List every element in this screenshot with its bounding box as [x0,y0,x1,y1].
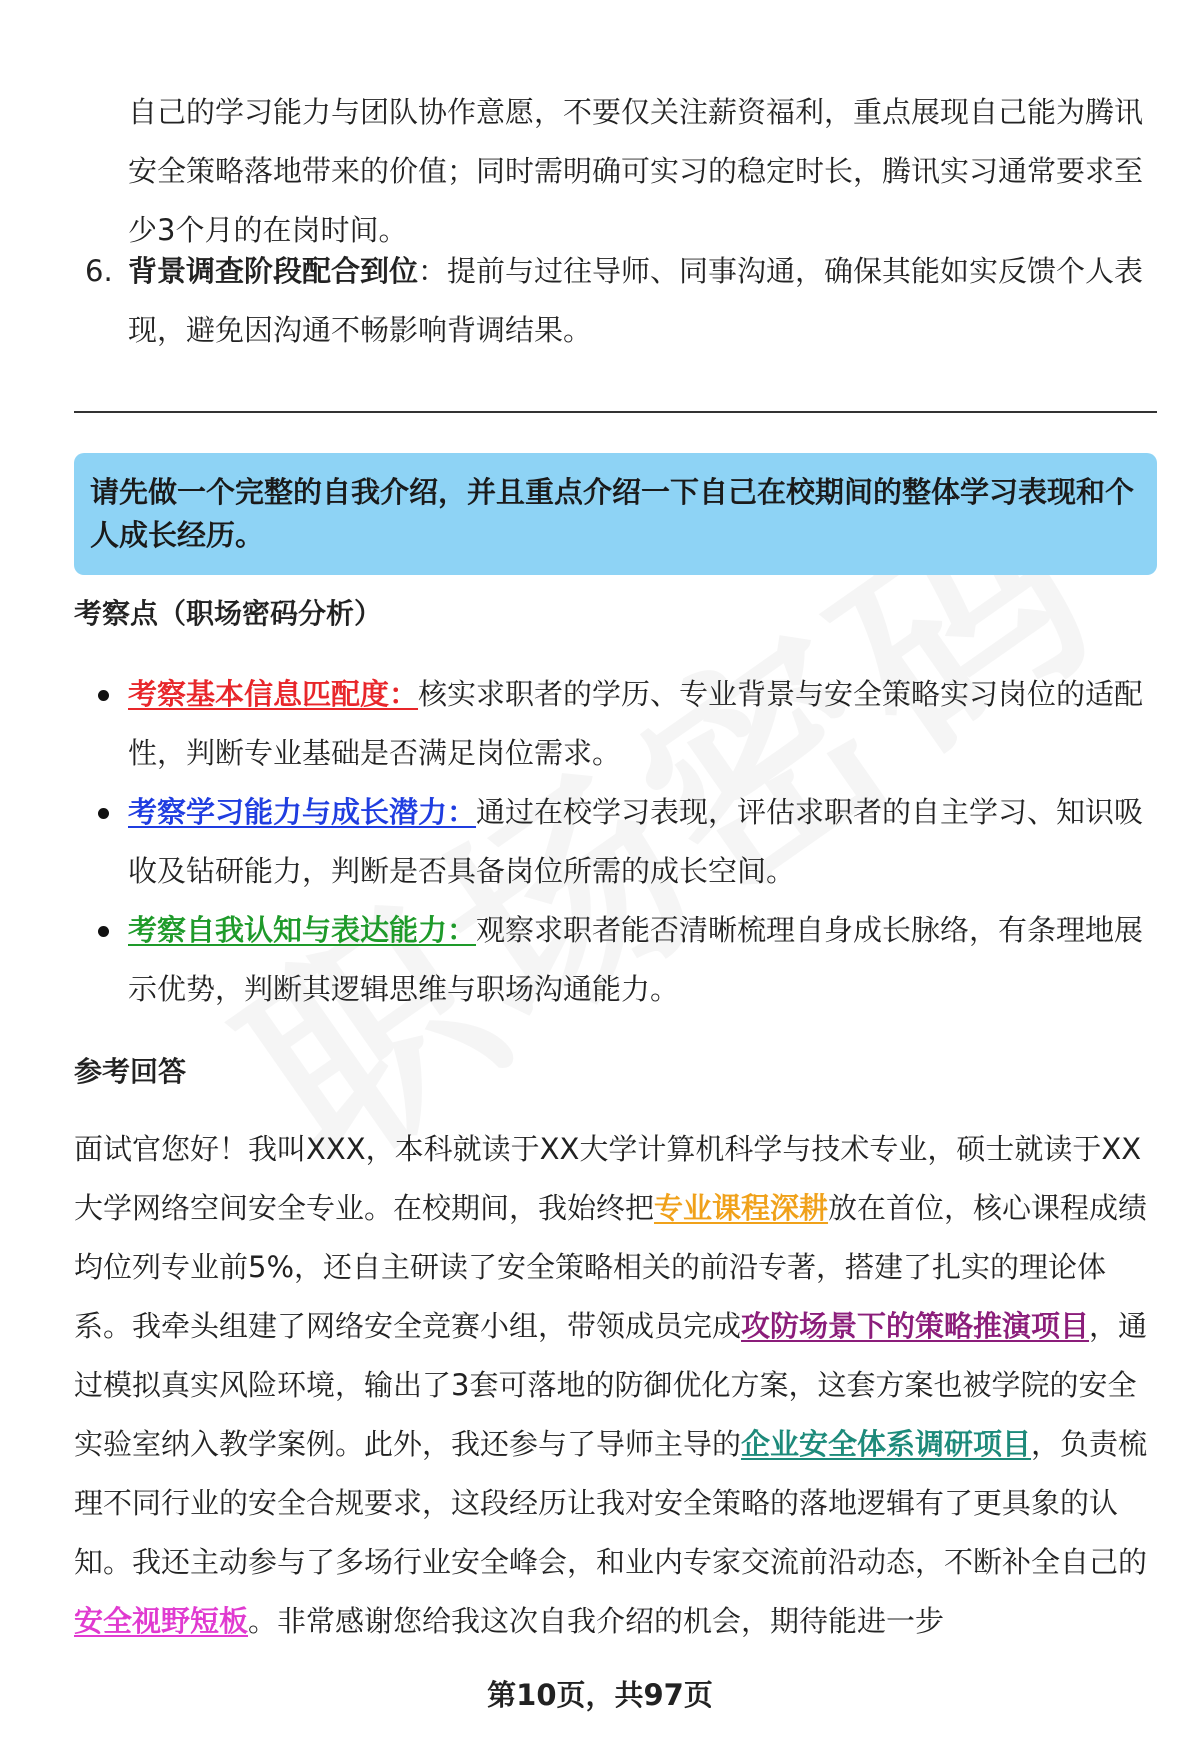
list-item [96,783,1148,901]
point-key: 考察学习能力与成长潜力： [128,795,477,829]
section-divider [74,411,1157,413]
answer-text: 面试官您好！我叫XXX，本科就读于XX大学计算机科学与技术专业，硕士就读于XX大学网络空间安全专业。在校期间，我始终把 [74,1132,1142,1225]
highlight-vision: 安全视野短板 [74,1604,249,1638]
analysis-points [96,665,1148,1019]
point-text: 核实求职者的学历、专业背景与安全策略实习岗位的适配性，判断专业基础是否满足岗位需求。 [128,677,1144,770]
list-item-text: ：提前与过往导师、同事沟通，确保其能如实反馈个人表现，避免因沟通不畅影响背调结果。 [128,254,1144,347]
question-box [74,453,1157,575]
bullet-dot [98,808,109,819]
list-item-6 [85,242,1148,360]
point-text: 观察求职者能否清晰梳理自身成长脉络，有条理地展示优势，判断其逻辑思维与职场沟通能力。 [128,913,1144,1006]
highlight-project: 攻防场景下的策略推演项目 [741,1309,1090,1343]
point-text: 通过在校学习表现，评估求职者的自主学习、知识吸收及钻研能力，判断是否具备岗位所需的成长空间。 [128,795,1144,888]
list-item [96,665,1148,783]
list-item-title: 背景调查阶段配合到位 [128,254,419,288]
list-number: 6. [85,254,113,288]
point-key: 考察基本信息匹配度： [128,677,419,711]
answer-text: ，通过模拟真实风险环境，输出了3套可落地的防御优化方案，这套方案也被学院的安全实验室纳入教学案例。此外，我还参与了导师主导的 [74,1309,1148,1461]
question-text: 请先做一个完整的自我介绍，并且重点介绍一下自己在校期间的整体学习表现和个人成长经历。 [90,475,1135,552]
bullet-dot [98,690,109,701]
page-number: 第10页，共97页 [487,1678,713,1712]
analysis-heading: 考察点（职场密码分析） [74,597,383,630]
reference-answer [74,1120,1157,1651]
answer-text: 。非常感谢您给我这次自我介绍的机会，期待能进一步 [248,1604,945,1638]
continued-paragraph: 自己的学习能力与团队协作意愿，不要仅关注薪资福利，重点展现自己能为腾讯安全策略落地带来的价值；同时需明确可实习的稳定时长，腾讯实习通常要求至少3个月的在岗时间。 [128,95,1144,247]
point-key: 考察自我认知与表达能力： [128,913,477,947]
answer-text: ，负责梳理不同行业的安全合规要求，这段经历让我对安全策略的落地逻辑有了更具象的认知。我还主动参与了多场行业安全峰会，和业内专家交流前沿动态，不断补全自己的 [74,1427,1148,1579]
highlight-course: 专业课程深耕 [654,1191,829,1225]
highlight-research: 企业安全体系调研项目 [741,1427,1032,1461]
answer-text: 放在首位，核心课程成绩均位列专业前5%，还自主研读了安全策略相关的前沿专著，搭建了扎实的理论体系。我牵头组建了网络安全竞赛小组，带领成员完成 [74,1191,1148,1343]
bullet-dot [98,926,109,937]
list-item [96,901,1148,1019]
answer-heading: 参考回答 [74,1055,187,1088]
